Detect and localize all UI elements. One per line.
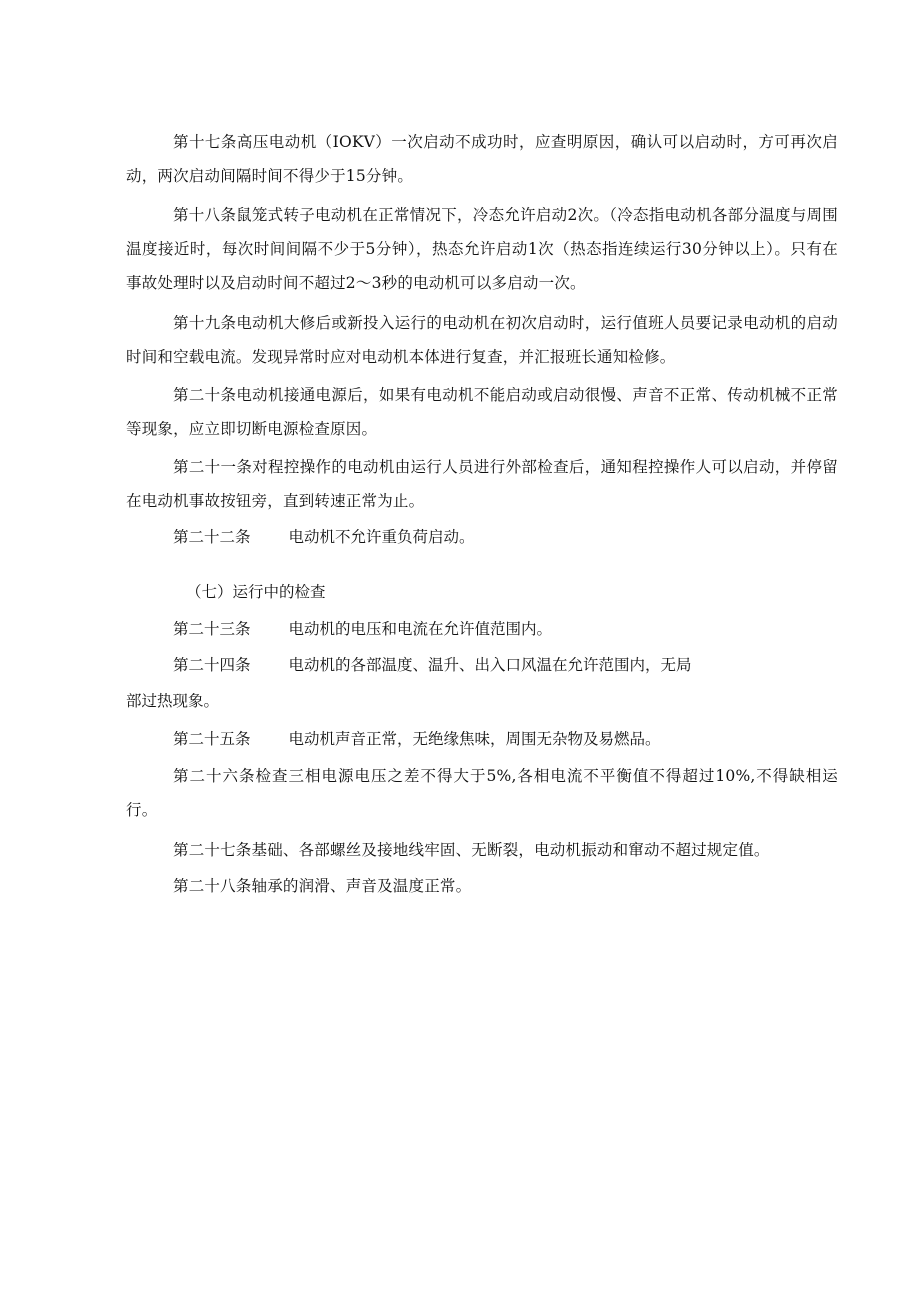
article-24-continuation: 部过热现象。 — [126, 692, 220, 710]
article-23-text: 电动机的电压和电流在允许值范围内。 — [288, 620, 553, 638]
article-22 — [173, 520, 475, 554]
article-24-number: 第二十四条 — [173, 656, 251, 674]
article-20: 第二十条电动机接通电源后，如果有电动机不能启动或启动很慢、声音不正常、传动机械不正常等现象，应立即切断电源检查原因。 — [126, 386, 838, 438]
article-22-text: 电动机不允许重负荷启动。 — [288, 528, 475, 546]
article-18: 第十八条鼠笼式转子电动机在正常情况下，冷态允许启动2次。（冷态指电动机各部分温度与周围温度接近时，每次时间间隔不少于5分钟），热态允许启动1次（热态指连续运行30分钟以上）。只有在事故处理时以及启动时间不超过2～3秒的电动机可以多启动一次。 — [126, 206, 838, 292]
article-23 — [173, 612, 552, 646]
article-25-text: 电动机声音正常，无绝缘焦味，周围无杂物及易燃品。 — [288, 730, 661, 748]
article-17: 第十七条高压电动机（IOKV）一次启动不成功时，应查明原因，确认可以启动时，方可再次启动，两次启动间隔时间不得少于15分钟。 — [126, 133, 838, 185]
article-19: 第十九条电动机大修后或新投入运行的电动机在初次启动时，运行值班人员要记录电动机的启动时间和空载电流。发现异常时应对电动机本体进行复查，并汇报班长通知检修。 — [126, 314, 838, 366]
article-21: 第二十一条对程控操作的电动机由运行人员进行外部检查后，通知程控操作人可以启动，并停留在电动机事故按钮旁，直到转速正常为止。 — [126, 458, 838, 510]
section-heading: （七）运行中的检查 — [186, 583, 326, 601]
article-26: 第二十六条检查三相电源电压之差不得大于5%,各相电流不平衡值不得超过10%,不得缺相运行。 — [126, 767, 838, 819]
article-28: 第二十八条轴承的润滑、声音及温度正常。 — [173, 877, 472, 895]
article-25 — [173, 722, 661, 756]
article-25-number: 第二十五条 — [173, 730, 251, 748]
article-23-number: 第二十三条 — [173, 620, 251, 638]
article-22-number: 第二十二条 — [173, 528, 251, 546]
article-24-text: 电动机的各部温度、温升、出入口风温在允许范围内，无局 — [288, 656, 692, 674]
article-24 — [173, 648, 692, 682]
article-27: 第二十七条基础、各部螺丝及接地线牢固、无断裂，电动机振动和窜动不超过规定值。 — [173, 841, 770, 859]
